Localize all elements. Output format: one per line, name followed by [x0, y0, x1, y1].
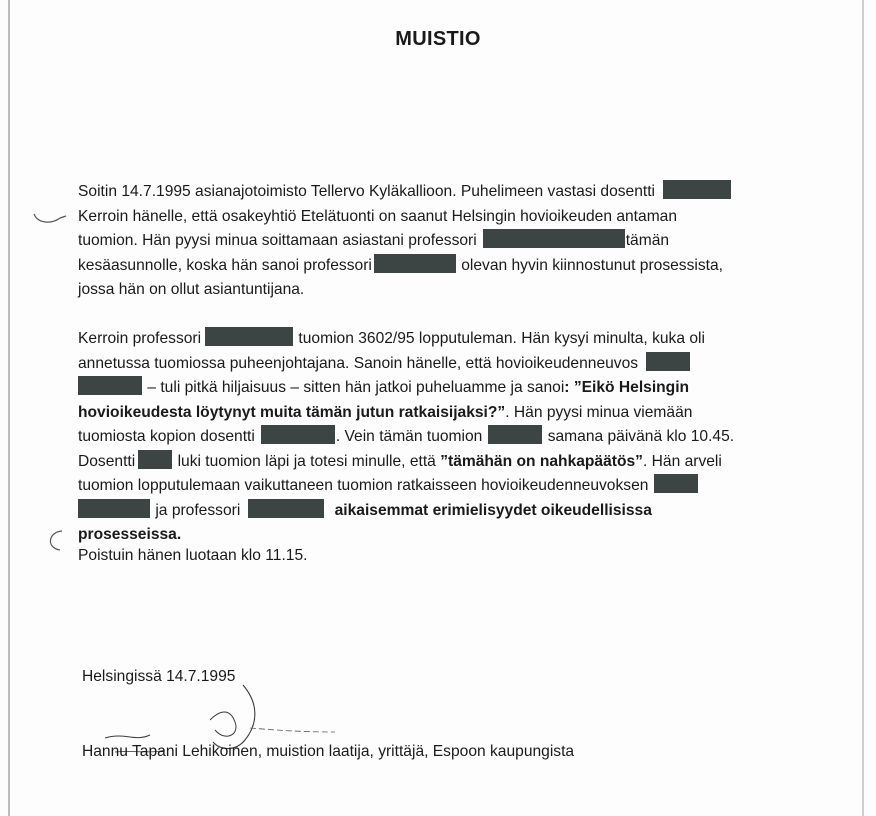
redaction-block [483, 229, 625, 248]
redaction-block [374, 254, 456, 273]
paragraph-line: tuomion. Hän pyysi minua soittamaan asiastani professori tämän [78, 229, 798, 254]
paragraph-line: Poistuin hänen luotaan klo 11.15. [78, 546, 308, 564]
paragraph-line: tuomion lopputulemaan vaikuttaneen tuomion ratkaisseen hovioikeudenneuvoksen [78, 474, 798, 499]
paragraph-line: prosesseissa. [78, 526, 182, 543]
redaction-block [78, 499, 150, 518]
paragraph-line: Soitin 14.7.1995 asianajotoimisto Tellervo Kyläkallioon. Puhelimeen vastasi dosentti [78, 180, 798, 205]
redaction-block [663, 180, 731, 199]
paragraph-line: jossa hän on ollut asiantuntijana. [78, 281, 305, 298]
document-title: MUISTIO [395, 28, 481, 50]
margin-mark-icon [44, 528, 74, 554]
paragraph-line: annetussa tuomiossa puheenjohtajana. Sanoin hänelle, että hovioikeudenneuvos [78, 352, 798, 377]
paragraph-2 [78, 327, 798, 568]
redaction-block [78, 376, 142, 395]
redaction-block [138, 450, 172, 469]
signature-stroke [210, 712, 236, 736]
paragraph-line: Dosentti luki tuomion läpi ja totesi minulle, että ”tämähän on nahkapäätös”. Hän arveli [78, 450, 798, 475]
paragraph-line: Kerroin hänelle, että osakeyhtiö Etelätuonti on saanut Helsingin hovioikeuden antaman [78, 207, 678, 225]
paragraph-line: – tuli pitkä hiljaisuus – sitten hän jatkoi puheluamme ja sanoi: ”Eikö Helsingin [78, 376, 798, 401]
page-edge-left [8, 0, 10, 816]
paragraph-1 [78, 180, 798, 303]
paragraph-line: tuomiosta kopion dosentti . Vein tämän tuomion samana päivänä klo 10.45. [78, 425, 798, 450]
redaction-block [488, 425, 542, 444]
place-and-date: Helsingissä 14.7.1995 [82, 668, 236, 685]
redaction-block [205, 327, 293, 346]
signature-stroke [105, 735, 150, 738]
paragraph-line: kesäasunnolle, koska hän sanoi professori olevan hyvin kiinnostunut prosessista, [78, 254, 798, 279]
redaction-block [261, 425, 335, 444]
author-name-line: Hannu Tapani Lehikoinen, muistion laatija, yrittäjä, Espoon kaupungista [82, 743, 575, 760]
paragraph-line: hovioikeudesta löytynyt muita tämän jutun ratkaisijaksi?”. Hän pyysi minua viemään [78, 403, 693, 421]
page-edge-right [862, 0, 864, 816]
signature-stroke [250, 728, 335, 732]
redaction-block [654, 474, 698, 493]
signature-stroke [213, 685, 255, 749]
redaction-block [248, 499, 324, 518]
paragraph-line: Kerroin professori tuomion 3602/95 lopputuleman. Hän kysyi minulta, kuka oli [78, 327, 798, 352]
redaction-block [646, 352, 690, 371]
margin-mark-icon [30, 208, 70, 228]
paragraph-line: ja professori aikaisemmat erimielisyydet oikeudellisissa [78, 499, 798, 524]
